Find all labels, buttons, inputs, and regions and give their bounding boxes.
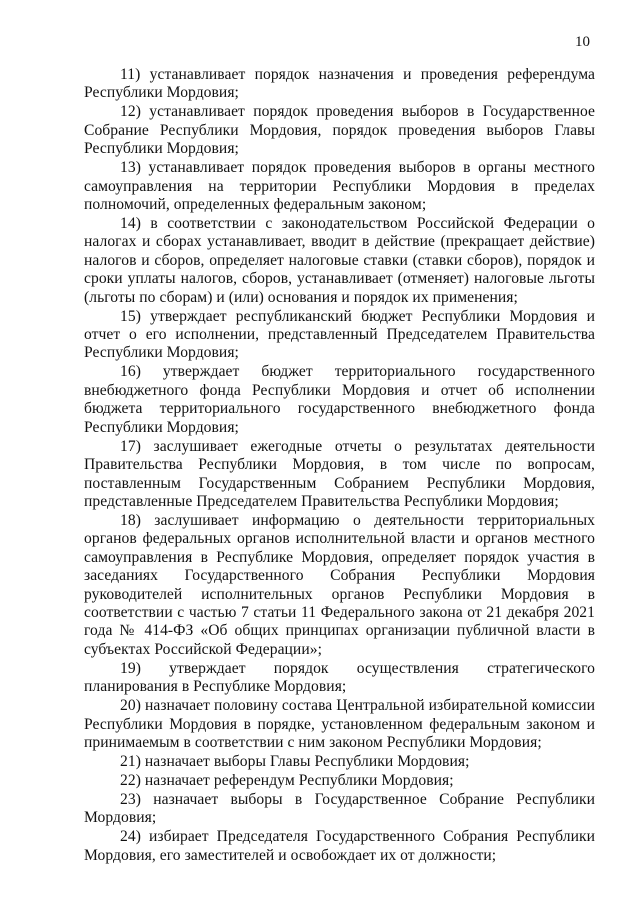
page-number: 10 — [575, 34, 590, 50]
paragraph-item-15: 15) утверждает республиканский бюджет Республики Мордовия и отчет о его исполнении, представленный Председателем Правительства Республики Мордовия; — [84, 307, 595, 362]
paragraph-item-18: 18) заслушивает информацию о деятельности территориальных органов федеральных органов исполнительной власти и органов местного самоуправления в Республике Мордовия, определяет порядок участия в заседаниях Государственного Собрания Республики Мордовия руководителей исполнительных органов Республики Мордовия в соответствии с частью 7 статьи 11 Федерального закона от 21 декабря 2021 года № 414-ФЗ «Об общих принципах организации публичной власти в субъектах Российской Федерации»; — [84, 511, 595, 658]
paragraph-item-13: 13) устанавливает порядок проведения выборов в органы местного самоуправления на территории Республики Мордовия в пределах полномочий, определенных федеральным законом; — [84, 159, 595, 214]
document-body — [84, 66, 595, 866]
paragraph-item-17: 17) заслушивает ежегодные отчеты о результатах деятельности Правительства Республики Мордовия, в том числе по вопросам, поставленным Государственным Собранием Республики Мордовия, представленные Председателем Правительства Республики Мордовия; — [84, 437, 595, 510]
paragraph-item-16: 16) утверждает бюджет территориального государственного внебюджетного фонда Республики Мордовия и отчет об исполнении бюджета территориального государственного внебюджетного фонда Республики Мордовия; — [84, 363, 595, 436]
paragraph-item-11: 11) устанавливает порядок назначения и проведения референдума Республики Мордовия; — [84, 66, 595, 102]
paragraph-item-19: 19) утверждает порядок осуществления стратегического планирования в Республике Мордовия; — [84, 659, 595, 696]
paragraph-item-23: 23) назначает выборы в Государственное Собрание Республики Мордовия; — [84, 790, 595, 827]
paragraph-item-12: 12) устанавливает порядок проведения выборов в Государственное Собрание Республики Мордовия, порядок проведения выборов Главы Республики Мордовия; — [84, 103, 595, 158]
paragraph-item-14: 14) в соответствии с законодательством Российской Федерации о налогах и сборах устанавливает, вводит в действие (прекращает действие) налогов и сборов, определяет налоговые ставки (ставки сборов), порядок и сроки уплаты налогов, сборов, устанавливает (отменяет) налоговые льготы (льготы по сборам) и (или) основания и порядок их применения; — [84, 215, 595, 306]
paragraph-item-22: 22) назначает референдум Республики Мордовия; — [120, 771, 454, 789]
paragraph-item-21: 21) назначает выборы Главы Республики Мордовия; — [120, 752, 470, 770]
paragraph-item-20: 20) назначает половину состава Центральной избирательной комиссии Республики Мордовия в порядке, установленном федеральным законом и принимаемым в соответствии с ним законом Республики Мордовия; — [84, 697, 595, 751]
paragraph-item-24: 24) избирает Председателя Государственного Собрания Республики Мордовия, его заместителей и освобождает их от должности; — [84, 828, 595, 864]
